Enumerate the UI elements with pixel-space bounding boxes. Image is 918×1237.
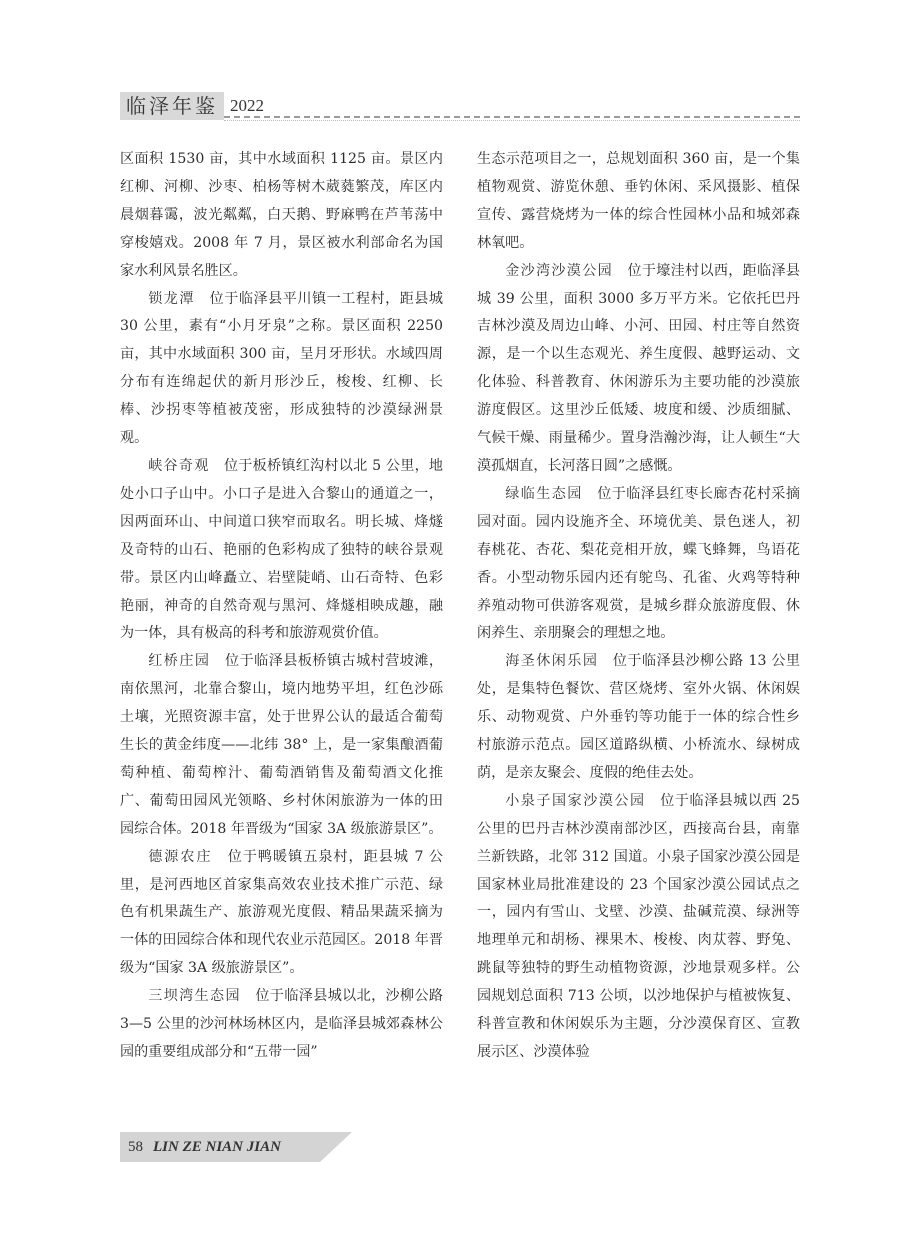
entry-title: 红桥庄园	[148, 653, 211, 670]
paragraph-text: 位于临泽县板桥镇古城村营坡滩，南依黑河，北靠合黎山，境内地势平坦，红色沙砾土壤，光照资源丰富，处于世界公认的最适合葡萄生长的黄金纬度——北纬 38° 上，是一家集酿酒葡萄种植、葡萄榨汁、葡萄酒销售及葡萄酒文化推广、葡萄田园风光领略、乡村休闲旅游为一体的田园综合体。2018 年晋级为“国家 3A 级旅游景区”。	[120, 653, 444, 837]
paragraph-text: 位于壕洼村以西，距临泽县城 39 公里，面积 3000 多万平方米。它依托巴丹吉林沙漠及周边山峰、小河、田园、村庄等自然资源，是一个以生态观光、养生度假、越野运动、文化体验、科普教育、休闲游乐为主要功能的沙漠旅游度假区。这里沙丘低矮、坡度和缓、沙质细腻、气候干燥、雨量稀少。置身浩瀚沙海，让人顿生“大漠孤烟直，长河落日圆”之感慨。	[477, 262, 800, 474]
left-column	[120, 146, 443, 1067]
entry-title: 三坝湾生态园	[148, 988, 241, 1005]
paragraph-text: 位于临泽县城以西 25 公里的巴丹吉林沙漠南部沙区，西接高台县，南靠兰新铁路，北邻 312 国道。小泉子国家沙漠公园是国家林业局批准建设的 23 个国家沙漠公园试点之一，园内有雪山、戈壁、沙漠、盐碱荒漠、绿洲等地理单元和胡杨、裸果木、梭梭、肉苁蓉、野兔、跳鼠等独特的野生动植物资源，沙地景观多样。公园规划总面积 713 公顷，以沙地保护与植被恢复、科普宣教和休闲娱乐为主题，分沙漠保育区、宣教展示区、沙漠体验	[477, 792, 801, 1060]
paragraph	[477, 481, 800, 648]
paragraph-text: 位于鸭暖镇五泉村，距县城 7 公里，是河西地区首家集高效农业技术推广示范、绿色有机果蔬生产、旅游观光度假、精品果蔬采摘为一体的田园综合体和现代农业示范园区。2018 年晋级为“国家 3A 级旅游景区”。	[120, 848, 444, 977]
page-footer	[120, 1132, 360, 1162]
paragraph-text: 区面积 1530 亩，其中水域面积 1125 亩。景区内红柳、河柳、沙枣、柏杨等树木葳蕤繁茂，库区内晨烟暮霭，波光粼粼，白天鹅、野麻鸭在芦苇荡中穿梭嬉戏。2008 年 7 月，景区被水利部命名为国家水利风景名胜区。	[120, 151, 443, 279]
journal-name: LIN ZE NIAN JIAN	[153, 1139, 281, 1155]
header-divider-secondary	[224, 120, 800, 121]
running-header	[120, 92, 800, 124]
paragraph-text: 生态示范项目之一，总规划面积 360 亩，是一个集植物观赏、游览休憩、垂钓休闲、采风摄影、植保宣传、露营烧烤为一体的综合性园林小品和城郊森林氧吧。	[477, 151, 800, 251]
paragraph	[120, 146, 443, 286]
right-column	[477, 146, 800, 1067]
paragraph	[120, 453, 443, 648]
yearbook-year: 2022	[230, 96, 264, 115]
paragraph-text: 位于临泽县沙柳公路 13 公里处，是集特色餐饮、营区烧烤、室外火锅、休闲娱乐、动物观赏、户外垂钓等功能于一体的综合性乡村旅游示范点。园区道路纵横、小桥流水、绿树成荫，是亲友聚会、度假的绝佳去处。	[477, 653, 801, 781]
footer-label	[128, 1136, 281, 1158]
paragraph-text: 位于临泽县城以北，沙柳公路 3—5 公里的沙河林场林区内，是临泽县城郊森林公园的重要组成部分和“五带一园”	[120, 988, 444, 1060]
header-divider	[224, 116, 800, 118]
paragraph	[120, 648, 443, 843]
entry-title: 小泉子国家沙漠公园	[505, 792, 646, 809]
paragraph	[120, 286, 443, 453]
entry-title: 海圣休闲乐园	[505, 653, 599, 670]
paragraph-text: 位于板桥镇红沟村以北 5 公里，地处小口子山中。小口子是进入合黎山的通道之一，因两面环山、中间道口狭窄而取名。明长城、烽燧及奇特的山石、艳丽的色彩构成了独特的峡谷景观带。景区内山峰矗立、岩壁陡峭、山石奇特、色彩艳丽，神奇的自然奇观与黑河、烽燧相映成趣，融为一体，具有极高的科考和旅游观赏价值。	[120, 457, 444, 642]
yearbook-title: 临泽年鉴	[120, 92, 224, 120]
page-number: 58	[128, 1139, 143, 1155]
entry-title: 峡谷奇观	[148, 457, 210, 474]
entry-title: 锁龙潭	[148, 290, 196, 307]
entry-title: 德源农庄	[148, 848, 213, 865]
entry-title: 绿临生态园	[505, 485, 583, 502]
paragraph-text: 位于临泽县红枣长廊杏花村采摘园对面。园内设施齐全、环境优美、景色迷人，初春桃花、杏花、梨花竞相开放，蝶飞蜂舞，鸟语花香。小型动物乐园内还有鸵鸟、孔雀、火鸡等特种养殖动物可供游客观赏，是城乡群众旅游度假、休闲养生、亲朋聚会的理想之地。	[477, 485, 801, 642]
paragraph	[477, 788, 800, 1067]
paragraph	[477, 146, 800, 258]
entry-title: 金沙湾沙漠公园	[505, 262, 614, 279]
paragraph	[477, 648, 800, 788]
paragraph	[477, 258, 800, 481]
paragraph-text: 位于临泽县平川镇一工程村，距县城 30 公里，素有“小月牙泉”之称。景区面积 2250 亩，其中水域面积 300 亩，呈月牙形状。水域四周分布有连绵起伏的新月形沙丘，梭梭、红柳、长棒、沙拐枣等植被茂密，形成独特的沙漠绿洲景观。	[120, 290, 444, 447]
paragraph	[120, 844, 443, 984]
paragraph	[120, 983, 443, 1067]
